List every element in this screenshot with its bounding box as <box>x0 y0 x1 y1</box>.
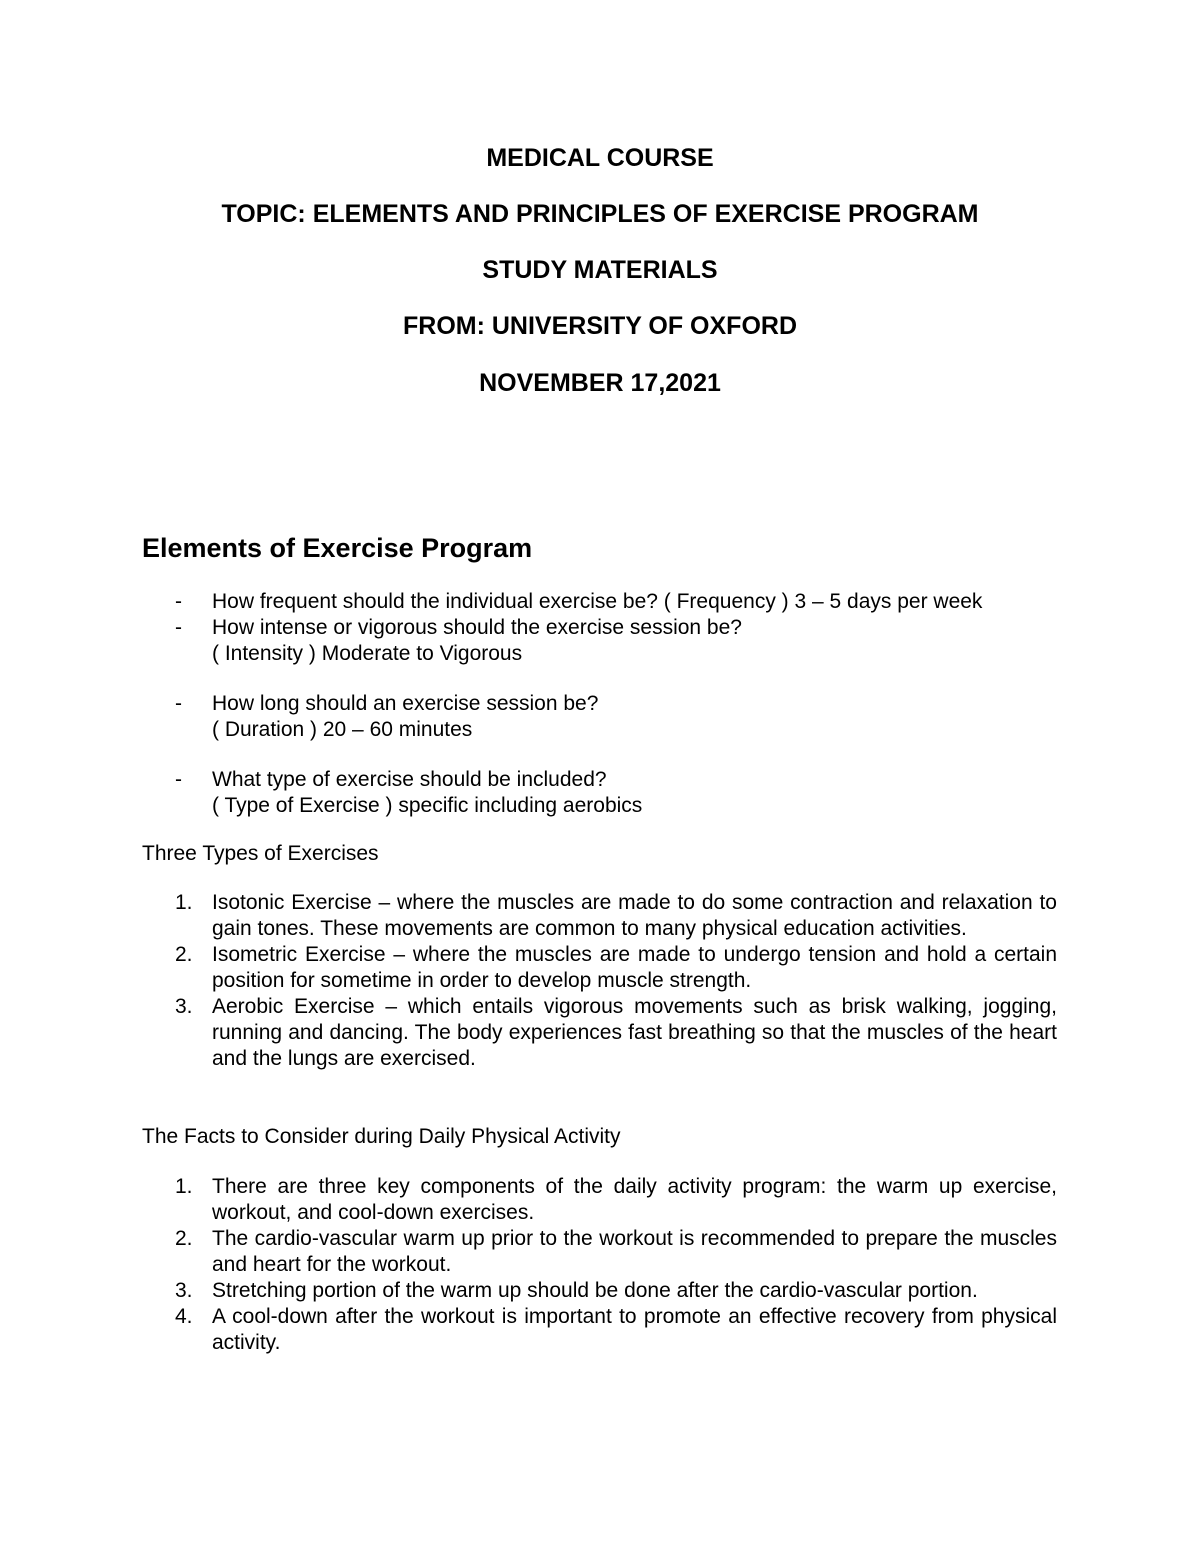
list-item-text: How long should an exercise session be? <box>212 692 599 715</box>
dash-bullet: - <box>175 590 182 613</box>
document-date: NOVEMBER 17,2021 <box>479 369 721 397</box>
list-item-text: What type of exercise should be included? <box>212 768 607 791</box>
list-item-text: The cardio-vascular warm up prior to the workout is recommended to prepare the muscles and heart for the workout. <box>212 1227 1057 1276</box>
list-item <box>142 1304 1057 1356</box>
list-number: 1. <box>175 1175 193 1198</box>
dash-bullet: - <box>175 768 182 791</box>
dash-bullet: - <box>175 616 182 639</box>
list-item-text: Isometric Exercise – where the muscles are made to undergo tension and hold a certain position for sometime in order to develop muscle strength. <box>212 943 1057 992</box>
list-item <box>142 691 1062 743</box>
section-heading-elements: Elements of Exercise Program <box>142 533 533 563</box>
list-item-answer: ( Duration ) 20 – 60 minutes <box>212 718 473 741</box>
list-item-text: Stretching portion of the warm up should be done after the cardio-vascular portion. <box>212 1279 978 1302</box>
types-heading: Three Types of Exercises <box>142 842 379 865</box>
course-title: MEDICAL COURSE <box>486 144 714 172</box>
source-label: FROM: UNIVERSITY OF OXFORD <box>403 312 797 340</box>
list-item <box>142 767 1062 819</box>
dash-bullet: - <box>175 692 182 715</box>
list-item-text: There are three key components of the daily activity program: the warm up exercise, workout, and cool-down exercises. <box>212 1175 1057 1224</box>
list-item-text: Isotonic Exercise – where the muscles are made to do some contraction and relaxation to gain tones. These movements are common to many physical education activities. <box>212 891 1057 940</box>
list-number: 2. <box>175 1227 193 1250</box>
list-number: 1. <box>175 891 193 914</box>
list-item <box>142 942 1057 994</box>
list-number: 3. <box>175 995 193 1018</box>
list-number: 4. <box>175 1305 193 1328</box>
list-item-answer: ( Type of Exercise ) specific including aerobics <box>212 794 643 817</box>
list-item-text: How intense or vigorous should the exercise session be? <box>212 616 742 639</box>
list-item <box>142 589 1062 615</box>
topic-title: TOPIC: ELEMENTS AND PRINCIPLES OF EXERCISE PROGRAM <box>221 200 979 228</box>
list-number: 2. <box>175 943 193 966</box>
list-item <box>142 890 1057 942</box>
list-item <box>142 1174 1057 1226</box>
list-item-text: Aerobic Exercise – which entails vigorous movements such as brisk walking, jogging, running and dancing. The body experiences fast breathing so that the muscles of the heart and the lungs are exercised. <box>212 995 1057 1070</box>
facts-list <box>142 1174 1057 1356</box>
list-item <box>142 615 1062 667</box>
facts-heading: The Facts to Consider during Daily Physical Activity <box>142 1125 621 1148</box>
list-item-text: A cool-down after the workout is important to promote an effective recovery from physical activity. <box>212 1305 1057 1354</box>
list-item <box>142 1226 1057 1278</box>
list-item-answer: ( Intensity ) Moderate to Vigorous <box>212 642 523 665</box>
study-materials-label: STUDY MATERIALS <box>482 256 718 284</box>
list-number: 3. <box>175 1279 193 1302</box>
list-item-text: How frequent should the individual exercise be? ( Frequency ) 3 – 5 days per week <box>212 590 983 613</box>
elements-list <box>142 589 1062 819</box>
types-list <box>142 890 1057 1072</box>
list-item <box>142 1278 1057 1304</box>
list-item <box>142 994 1057 1072</box>
